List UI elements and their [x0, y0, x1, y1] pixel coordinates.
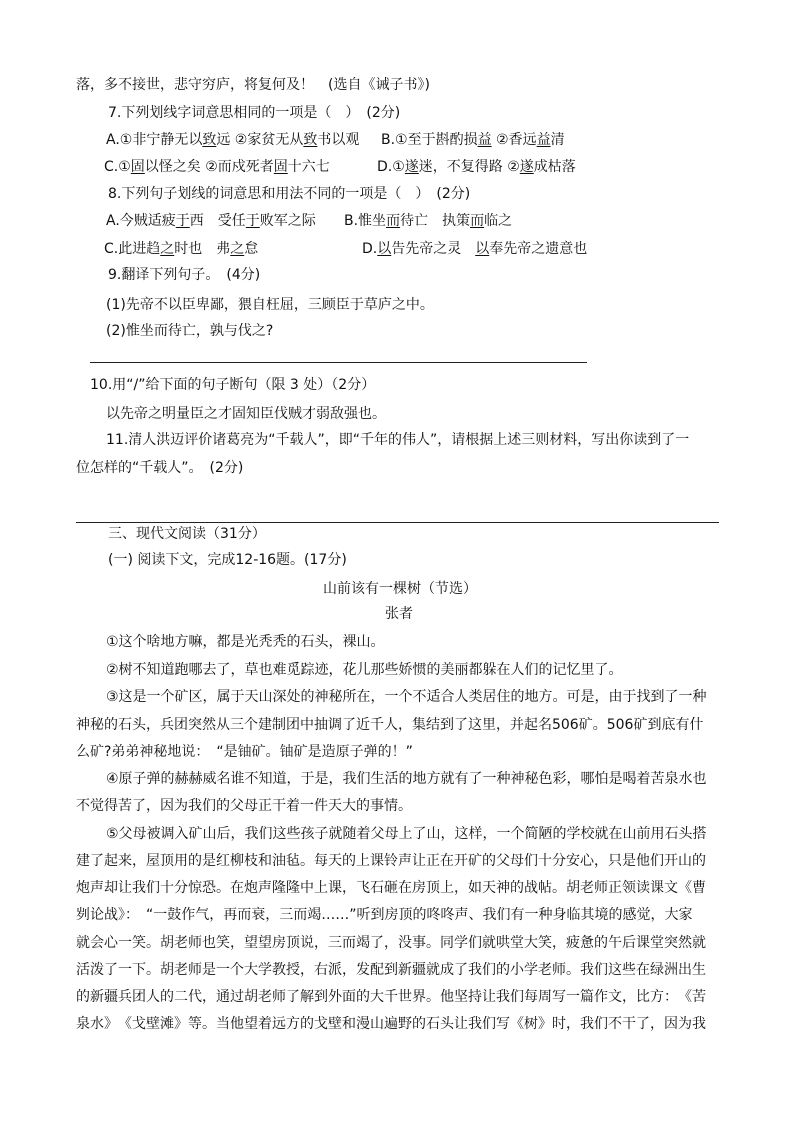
- underlined-word: 益: [536, 132, 551, 148]
- underlined-word: 以: [377, 241, 392, 257]
- option-text: 败军之际: [259, 213, 316, 229]
- q10-sentence: 以先帝之明量臣之才固知臣伐贼才弱敌强也。: [106, 406, 386, 422]
- option-text: 迷，不复得路 ②: [418, 159, 520, 175]
- answer-line: [76, 522, 719, 523]
- question-7: 7.下列划线字词意思相同的一项是（ ） (2分): [108, 105, 401, 121]
- article-title: 山前该有一棵树（节选）: [323, 581, 477, 597]
- paragraph-line: ①这个啥地方嘛，都是光秃秃的石头，裸山。: [106, 634, 385, 650]
- section-heading: 三、现代文阅读（31分）: [108, 526, 266, 542]
- q7-option-c: [104, 158, 330, 176]
- underlined-word: 固: [273, 159, 288, 175]
- option-text: D.: [362, 241, 378, 257]
- underlined-word: 遂: [519, 159, 534, 175]
- underlined-word: 之: [230, 241, 245, 257]
- q7-option-d: [377, 158, 576, 176]
- option-text: 奉先帝之遗意也: [489, 241, 588, 257]
- paragraph-line: 活泼了一下。胡老师是一个大学教授，右派，发配到新疆就成了我们的小学老师。我们这些在绿洲出生: [76, 962, 706, 978]
- answer-line: [90, 362, 587, 363]
- underlined-word: 以: [475, 241, 490, 257]
- paragraph-line: ④原子弹的赫赫威名谁不知道，于是，我们生活的地方就有了一种神秘色彩，哪怕是喝着苦泉水也: [106, 771, 707, 787]
- question-11-cont: 位怎样的“千载人”。 (2分): [76, 460, 244, 476]
- q8-option-c: [104, 240, 258, 258]
- paragraph-line: ③这是一个矿区，属于天山深处的神秘所在，一个不适合人类居住的地方。可是，由于找到了一种: [106, 689, 707, 705]
- option-text: 十六七: [287, 159, 330, 175]
- option-text: 远 ②家贫无从: [216, 132, 304, 148]
- paragraph-line: 神秘的石头，兵团突然从三个建制团中抽调了近千人，集结到了这里，并起名506矿。506矿到底有什: [76, 717, 704, 733]
- question-8: 8.下列句子划线的词意思和用法不同的一项是（ ） (2分): [108, 186, 471, 202]
- option-text: 告先帝之灵: [391, 241, 476, 257]
- paragraph-line: 么矿?弟弟神秘地说： “是铀矿。铀矿是造原子弹的！”: [76, 744, 413, 760]
- q9-sentence-1: (1)先帝不以臣卑鄙，猥自枉屈，三顾臣于草庐之中。: [106, 297, 434, 313]
- question-10: 10.用“/”给下面的句子断句（限 3 处）（2分）: [90, 377, 376, 393]
- paragraph-line: 刿论战》： “一鼓作气，再而衰，三而竭……”听到房顶的咚咚声、我们有一种身临其境的感觉，大家: [76, 907, 693, 923]
- paragraph-line: 不觉得苦了，因为我们的父母正干着一件天大的事情。: [76, 798, 412, 814]
- option-text: 怠: [244, 241, 259, 257]
- paragraph-line: 炮声却让我们十分惊恐。在炮声隆隆中上课，飞石砸在房顶上，如天神的战帖。胡老师正领读课文《曹: [76, 880, 706, 896]
- question-11: 11.清人洪迈评价诸葛亮为“千载人”，即“千年的伟人”，请根据上述三则材料，写出你读到了一: [106, 432, 690, 448]
- paragraph-line: ⑤父母被调入矿山后，我们这些孩子就随着父母上了山，这样，一个简陋的学校就在山前用石头搭: [106, 826, 707, 842]
- option-text: C.①: [104, 159, 131, 175]
- option-text: 书以观: [317, 132, 360, 148]
- option-text: 成枯落: [533, 159, 576, 175]
- paragraph-line: 泉水》 《戈壁滩》等。当他望着远方的戈壁和漫山遍野的石头让我们写《树》时，我们不干了，因为我: [76, 1016, 706, 1032]
- paragraph-line: 建了起来，屋顶用的是红柳枝和油毡。每天的上课铃声让正在开矿的父母们十分安心，只是他们开山的: [76, 853, 706, 869]
- q8-option-a: [106, 212, 316, 230]
- option-text: B.①至于斟酌损: [381, 132, 478, 148]
- option-text: 待亡 执策: [400, 213, 471, 229]
- q8-option-b: [344, 212, 512, 230]
- question-9: 9.翻译下列句子。 (4分): [108, 267, 261, 283]
- option-text: 以怪之矣 ②而戍死者: [144, 159, 274, 175]
- paragraph-line: 就会心一笑。胡老师也笑，望望房顶说，三而竭了，没事。同学们就哄堂大笑，疲惫的午后课堂突然就: [76, 935, 706, 951]
- underlined-word: 而: [470, 213, 485, 229]
- paragraph-line: ②树不知道跑哪去了，草也难觅踪迹，花儿那些娇惯的美丽都躲在人们的记忆里了。: [106, 662, 623, 678]
- underlined-word: 于: [245, 213, 260, 229]
- option-text: A.①非宁静无以: [106, 132, 203, 148]
- option-text: 清: [550, 132, 565, 148]
- option-text: 临之: [484, 213, 513, 229]
- option-text: 西 受任: [189, 213, 246, 229]
- q7-option-a: [106, 131, 359, 149]
- option-text: A.今贼适疲: [106, 213, 176, 229]
- subsection-heading: (一) 阅读下文，完成12-16题。(17分): [108, 552, 347, 568]
- underlined-word: 之: [160, 241, 175, 257]
- text-line: 落，多不接世，悲守穷庐，将复何及！ (选自《诫子书》): [76, 77, 430, 93]
- q9-sentence-2: (2)惟坐而待亡，孰与伐之?: [106, 323, 274, 339]
- underlined-word: 而: [386, 213, 401, 229]
- option-text: C.此进趋: [104, 241, 161, 257]
- option-text: D.①: [377, 159, 405, 175]
- underlined-word: 致: [303, 132, 318, 148]
- underlined-word: 固: [130, 159, 145, 175]
- q8-option-d: [362, 240, 587, 258]
- underlined-word: 致: [202, 132, 217, 148]
- paragraph-line: 的新疆兵团人的二代，通过胡老师了解到外面的大千世界。他坚持让我们每周写一篇作文，比方： 《苦: [76, 989, 706, 1005]
- article-author: 张者: [385, 606, 413, 622]
- underlined-word: 益: [477, 132, 492, 148]
- option-text: B.惟坐: [344, 213, 387, 229]
- underlined-word: 于: [175, 213, 190, 229]
- q7-option-b: [381, 131, 565, 149]
- option-text: 时也 弗: [174, 241, 231, 257]
- option-text: ②香远: [491, 132, 537, 148]
- underlined-word: 遂: [404, 159, 419, 175]
